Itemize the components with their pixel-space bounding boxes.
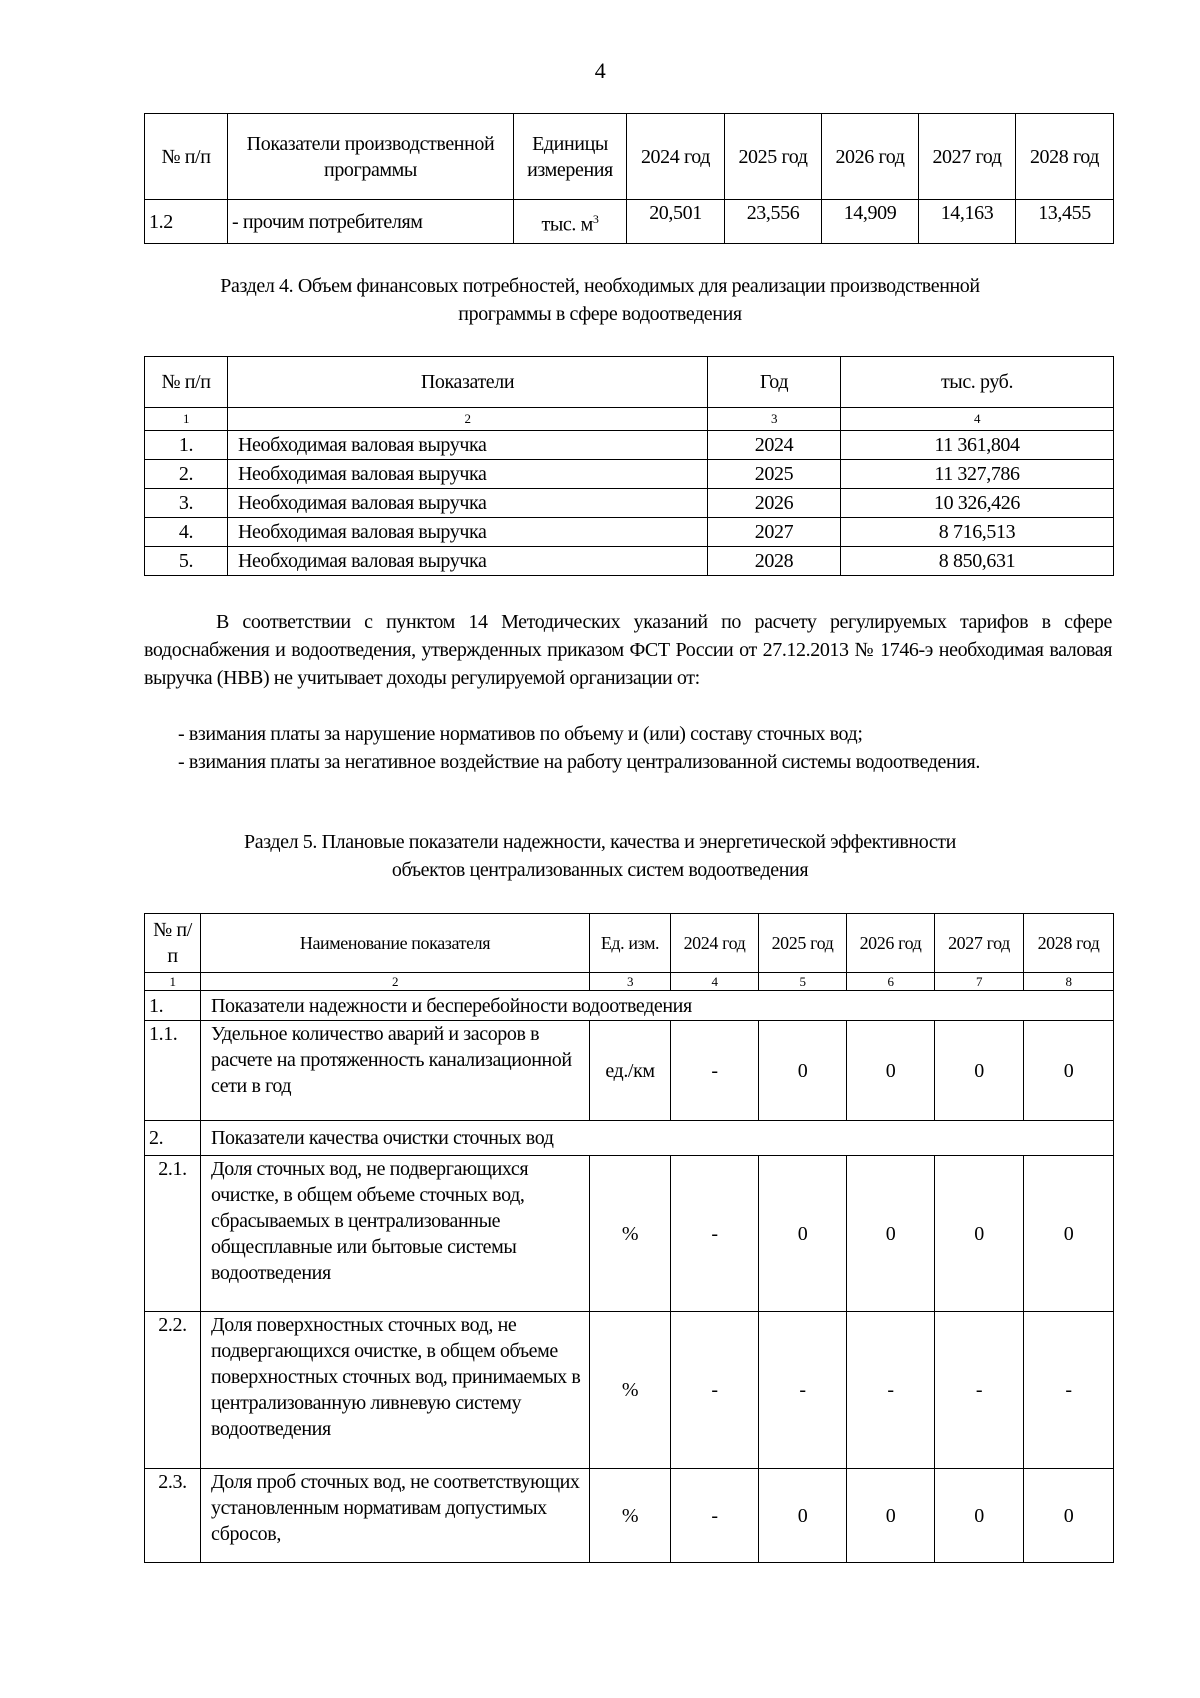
group-row: [145, 991, 1114, 1021]
header-year: 2026 год: [847, 914, 935, 973]
row-num: 2.1.: [145, 1156, 201, 1312]
row-num: 1.: [145, 431, 228, 460]
value-cell: 0: [759, 1469, 847, 1563]
value-cell: 0: [935, 1469, 1024, 1563]
value-cell: 0: [759, 1156, 847, 1312]
value-cell: 0: [847, 1156, 935, 1312]
unit-text: тыс. м: [541, 213, 593, 236]
value-cell: 0: [1024, 1021, 1114, 1121]
row-num: 3.: [145, 489, 228, 518]
paragraph-item1: - взимания платы за нарушение нормативов по объему и (или) составу сточных вод;: [178, 723, 863, 745]
header-indicator: Показатели производственной программы: [228, 114, 514, 200]
row-year: 2024: [708, 431, 841, 460]
header-year: 2025 год: [759, 914, 847, 973]
row-num: 2.3.: [145, 1469, 201, 1563]
value-cell: 0: [847, 1021, 935, 1121]
value-cell: 0: [847, 1469, 935, 1563]
value-cell: 14,163: [919, 200, 1016, 244]
row-year: 2028: [708, 547, 841, 576]
value-cell: 13,455: [1016, 200, 1114, 244]
row-name: Необходимая валовая выручка: [228, 518, 708, 547]
paragraph-item2: - взимания платы за негативное воздействие на работу централизованной системы водоотведения.: [178, 751, 980, 773]
section5-title-line1: Раздел 5. Плановые показатели надежности, качества и энергетической эффективности: [244, 831, 956, 853]
paragraph-main: В соответствии с пунктом 14 Методических указаний по расчету регулируемых тарифов в сфере водоснабжения и водоотведения, утвержденных приказом ФСТ России от 27.12.2013 № 1746-э необходимая валовая выручка (НВВ) не учитывает доходы регулируемой организации от:: [144, 611, 1112, 689]
col-number: 4: [671, 973, 759, 991]
row-name: - прочим потребителям: [228, 200, 514, 244]
table-row: [145, 1312, 1114, 1469]
value-cell: -: [847, 1312, 935, 1469]
header-year: 2028 год: [1016, 114, 1114, 200]
row-num: 2.: [145, 460, 228, 489]
row-year: 2026: [708, 489, 841, 518]
row-num: 2.2.: [145, 1312, 201, 1469]
row-name: Необходимая валовая выручка: [228, 489, 708, 518]
col-number: 1: [145, 408, 228, 431]
col-number: 7: [935, 973, 1024, 991]
value-cell: 0: [1024, 1156, 1114, 1312]
value-cell: 20,501: [627, 200, 725, 244]
table-row: [145, 547, 1114, 576]
col-number: 4: [841, 408, 1114, 431]
value-cell: -: [935, 1312, 1024, 1469]
header-year: 2027 год: [935, 914, 1024, 973]
row-num: 1.1.: [145, 1021, 201, 1121]
row-num: 1.2: [145, 200, 228, 244]
header-year: 2024 год: [627, 114, 725, 200]
header-num: № п/п: [145, 357, 228, 408]
table-row: [145, 518, 1114, 547]
col-number: 8: [1024, 973, 1114, 991]
table-row: [145, 431, 1114, 460]
row-unit: ед./км: [590, 1021, 671, 1121]
value-cell: 0: [1024, 1469, 1114, 1563]
col-number: 6: [847, 973, 935, 991]
group-name: Показатели качества очистки сточных вод: [201, 1121, 1114, 1156]
page-number: 4: [594, 58, 606, 83]
value-cell: 0: [759, 1021, 847, 1121]
row-value: 8 850,631: [841, 547, 1114, 576]
table-row: [145, 200, 1114, 244]
row-unit: [514, 200, 627, 244]
financial-table: [144, 356, 1114, 576]
row-year: 2027: [708, 518, 841, 547]
group-num: 2.: [145, 1121, 201, 1156]
value-cell: -: [671, 1312, 759, 1469]
col-number: 3: [708, 408, 841, 431]
header-name: Наименование показателя: [201, 914, 590, 973]
section5-title: [0, 828, 1200, 884]
header-year: 2024 год: [671, 914, 759, 973]
row-value: 11 327,786: [841, 460, 1114, 489]
section4-title: [0, 272, 1200, 328]
row-name: Доля поверхностных сточных вод, не подвергающихся очистке, в общем объеме поверхностных сточных вод, принимаемых в централизованную ливневую систему водоотведения: [201, 1312, 590, 1469]
value-cell: -: [671, 1469, 759, 1563]
table-row: [145, 1156, 1114, 1312]
header-unit: Единицы измерения: [514, 114, 627, 200]
header-amount: тыс. руб.: [841, 357, 1114, 408]
col-number: 3: [590, 973, 671, 991]
row-value: 11 361,804: [841, 431, 1114, 460]
section4-title-line2: программы в сфере водоотведения: [458, 303, 742, 325]
row-name: Доля проб сточных вод, не соответствующих установленным нормативам допустимых сбросов,: [201, 1469, 590, 1563]
value-cell: -: [671, 1156, 759, 1312]
row-unit: %: [590, 1469, 671, 1563]
unit-sup: 3: [592, 211, 599, 226]
header-year: 2027 год: [919, 114, 1016, 200]
header-year: 2026 год: [822, 114, 919, 200]
row-name: Доля сточных вод, не подвергающихся очистке, в общем объеме сточных вод, сбрасываемых в централизованные общесплавные или бытовые системы водоотведения: [201, 1156, 590, 1312]
row-name: Необходимая валовая выручка: [228, 547, 708, 576]
section4-title-line1: Раздел 4. Объем финансовых потребностей, необходимых для реализации производственной: [220, 275, 980, 297]
header-year: Год: [708, 357, 841, 408]
header-indicator: Показатели: [228, 357, 708, 408]
row-value: 10 326,426: [841, 489, 1114, 518]
group-row: [145, 1121, 1114, 1156]
row-name: Удельное количество аварий и засоров в расчете на протяженность канализационной сети в год: [201, 1021, 590, 1121]
group-name: Показатели надежности и бесперебойности водоотведения: [201, 991, 1114, 1021]
section5-title-line2: объектов централизованных систем водоотведения: [391, 859, 809, 881]
table-row: [145, 460, 1114, 489]
value-cell: 14,909: [822, 200, 919, 244]
value-cell: 0: [935, 1021, 1024, 1121]
header-num: № п/п: [145, 114, 228, 200]
row-unit: %: [590, 1312, 671, 1469]
col-number: 2: [228, 408, 708, 431]
col-number: 1: [145, 973, 201, 991]
row-year: 2025: [708, 460, 841, 489]
value-cell: 23,556: [725, 200, 822, 244]
row-name: Необходимая валовая выручка: [228, 431, 708, 460]
row-unit: %: [590, 1156, 671, 1312]
row-name: Необходимая валовая выручка: [228, 460, 708, 489]
value-cell: -: [1024, 1312, 1114, 1469]
value-cell: -: [671, 1021, 759, 1121]
row-num: 4.: [145, 518, 228, 547]
value-cell: 0: [935, 1156, 1024, 1312]
value-cell: -: [759, 1312, 847, 1469]
col-number: 5: [759, 973, 847, 991]
header-unit: Ед. изм.: [590, 914, 671, 973]
row-num: 5.: [145, 547, 228, 576]
header-num: № п/п: [145, 914, 201, 973]
header-year: 2025 год: [725, 114, 822, 200]
reliability-table: [144, 913, 1114, 1563]
table-row: [145, 1021, 1114, 1121]
production-table: [144, 113, 1114, 244]
group-num: 1.: [145, 991, 201, 1021]
header-year: 2028 год: [1024, 914, 1114, 973]
table-row: [145, 489, 1114, 518]
row-value: 8 716,513: [841, 518, 1114, 547]
table-row: [145, 1469, 1114, 1563]
col-number: 2: [201, 973, 590, 991]
